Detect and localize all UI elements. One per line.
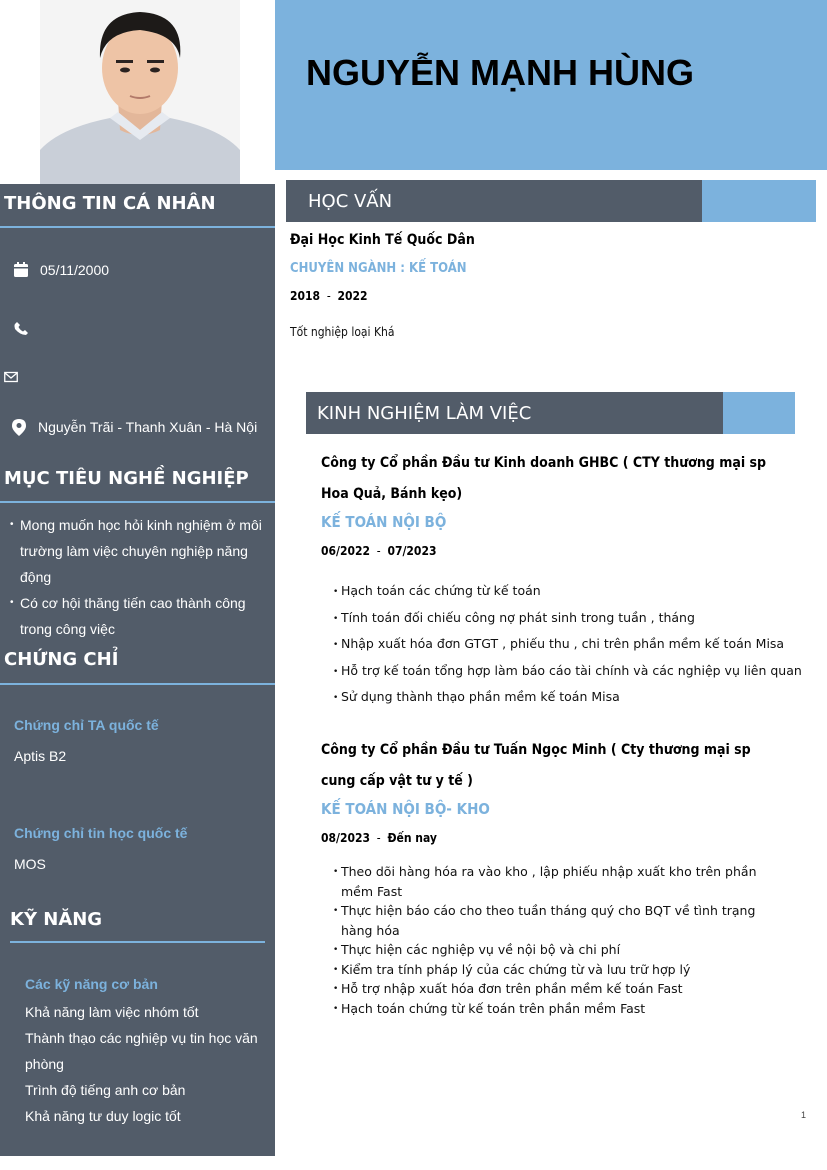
end-date: Đến nay [387, 831, 437, 845]
objective-list [12, 512, 270, 642]
phone-row [14, 321, 289, 337]
end-date: 07/2023 [387, 544, 437, 558]
certificate-value: MOS [14, 856, 46, 872]
job-dates [321, 831, 437, 845]
job-task-list [333, 578, 803, 711]
divider [0, 226, 275, 228]
candidate-name: NGUYỄN MẠNH HÙNG [306, 52, 695, 93]
heading-accent [723, 392, 795, 434]
list-item: • Thực hiện các nghiệp vụ về nội bộ và chi phí [333, 940, 765, 960]
certificates-title: CHỨNG CHỈ [4, 649, 119, 670]
calendar-icon [14, 262, 30, 278]
divider [0, 683, 275, 685]
personal-info-title: THÔNG TIN CÁ NHÂN [4, 193, 216, 214]
experience-title: KINH NGHIỆM LÀM VIỆC [317, 402, 532, 424]
graduation-note: Tốt nghiệp loại Khá [290, 325, 395, 339]
birthday-row [14, 262, 289, 278]
education-heading [286, 180, 702, 222]
certificate-value: Aptis B2 [14, 748, 67, 764]
list-item: Khả năng làm việc nhóm tốt [25, 1004, 199, 1020]
school-name: Đại Học Kinh Tế Quốc Dân [290, 232, 475, 248]
address-value: Nguyễn Trãi - Thanh Xuân - Hà Nội [38, 419, 258, 435]
list-item: • Mong muốn học hỏi kinh nghiệm ở môi trường làm việc chuyên nghiệp năng động [12, 512, 270, 590]
divider [0, 501, 275, 503]
date-separator: - [376, 544, 381, 558]
certificate-label: Chứng chỉ TA quốc tế [14, 717, 159, 733]
list-item: • Theo dõi hàng hóa ra vào kho , lập phiếu nhập xuất kho trên phần mềm Fast [333, 862, 765, 901]
page-number: 1 [801, 1110, 807, 1120]
list-item: • Hỗ trợ kế toán tổng hợp làm báo cáo tài chính và các nghiệp vụ liên quan [333, 658, 803, 685]
skills-title: KỸ NĂNG [10, 909, 103, 930]
start-date: 06/2022 [321, 544, 371, 558]
list-item: Khả năng tư duy logic tốt [25, 1108, 181, 1124]
education-dates [290, 289, 368, 303]
list-item: • Có cơ hội thăng tiến cao thành công trong công việc [12, 590, 270, 642]
list-item: • Nhập xuất hóa đơn GTGT , phiếu thu , chi trên phần mềm kế toán Misa [333, 631, 803, 658]
list-item: Trình độ tiếng anh cơ bản [25, 1082, 186, 1098]
list-item: • Kiểm tra tính pháp lý của các chứng từ và lưu trữ hợp lý [333, 960, 765, 980]
experience-heading [306, 392, 723, 434]
phone-icon [14, 321, 30, 337]
address-row [12, 419, 287, 435]
objective-title: MỤC TIÊU NGHỀ NGHIỆP [4, 468, 249, 489]
birthday-value: 05/11/2000 [40, 262, 110, 278]
skills-list [25, 999, 265, 1129]
job-role: KẾ TOÁN NỘI BỘ [321, 513, 447, 531]
date-separator: - [326, 289, 331, 303]
email-row [4, 370, 279, 386]
job-dates [321, 544, 436, 558]
job-company: Công ty Cổ phần Đầu tư Kinh doanh GHBC ( CTY thương mại sp Hoa Quả, Bánh kẹo) [321, 455, 767, 502]
end-date: 2022 [337, 289, 368, 303]
list-item: Thành thạo các nghiệp vụ tin học văn phòng [25, 1030, 258, 1072]
list-item: • Thực hiện báo cáo cho theo tuần tháng quý cho BQT về tình trạng hàng hóa [333, 901, 765, 940]
education-title: HỌC VẤN [308, 190, 393, 212]
list-item: • Sử dụng thành thạo phần mềm kế toán Misa [333, 684, 803, 711]
envelope-icon [4, 370, 20, 386]
start-date: 2018 [290, 289, 321, 303]
list-item: • Tính toán đối chiếu công nợ phát sinh trong tuần , tháng [333, 605, 803, 632]
divider [10, 941, 265, 943]
list-item: • Hạch toán các chứng từ kế toán [333, 578, 803, 605]
job-company: Công ty Cổ phần Đầu tư Tuấn Ngọc Minh ( Cty thương mại sp cung cấp vật tư y tế ) [321, 742, 751, 789]
list-item: • Hạch toán chứng từ kế toán trên phần mềm Fast [333, 999, 765, 1019]
date-separator: - [376, 831, 381, 845]
list-item: • Hỗ trợ nhập xuất hóa đơn trên phần mềm kế toán Fast [333, 979, 765, 999]
map-pin-icon [12, 419, 28, 435]
skills-subtitle: Các kỹ năng cơ bản [25, 976, 158, 992]
start-date: 08/2023 [321, 831, 371, 845]
heading-accent [702, 180, 816, 222]
certificate-label: Chứng chỉ tin học quốc tế [14, 825, 188, 841]
profile-photo [0, 0, 275, 184]
job-task-list [333, 862, 765, 1018]
major: CHUYÊN NGÀNH : KẾ TOÁN [290, 261, 467, 276]
job-role: KẾ TOÁN NỘI BỘ- KHO [321, 800, 490, 818]
